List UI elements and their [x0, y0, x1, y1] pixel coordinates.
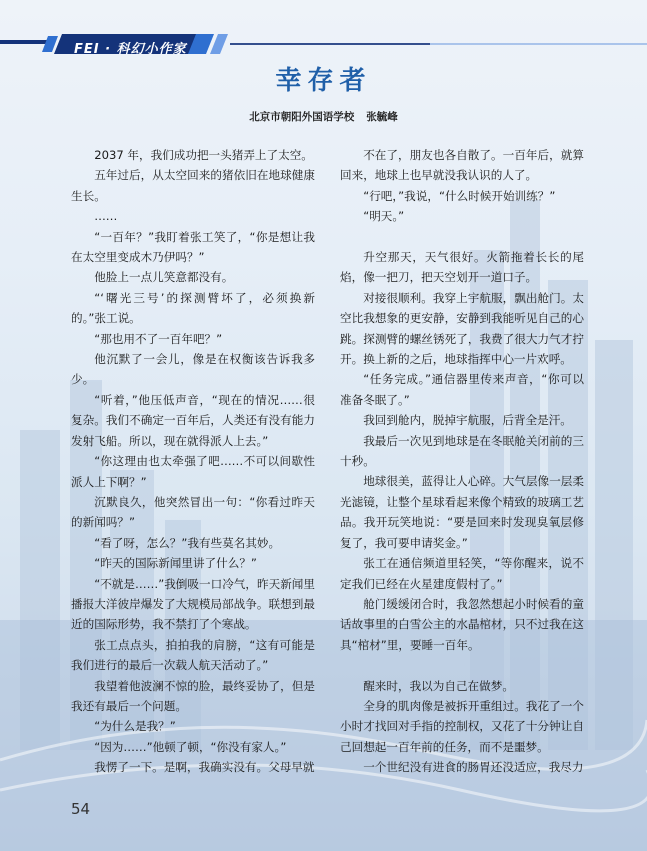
paragraph: “‘曙光三号’的探测臂坏了，必须换新的。”张工说。 [71, 290, 315, 326]
paragraph: 对接很顺利。我穿上宇航服，飘出舱门。太空比我想象的更安静，安静到我能听见自己的心跳。探测臂的螺丝锈死了，我费了很大力气才拧开。换上新的之后，地球指挥中心一片欢呼。 [340, 290, 584, 367]
section-break [340, 227, 584, 247]
paragraph: 我愣了一下。是啊，我确实没有。父母早就 [94, 760, 315, 775]
paragraph: 地球很美，蓝得让人心碎。大气层像一层柔光滤镜，让整个星球看起来像个精致的玻璃工艺品。我开玩笑地说：“要是回来时发现臭氧层修复了，我可要申请奖金。” [340, 474, 584, 550]
paragraph: “你这理由也太牵强了吧……不可以间歇性派人上下啊？” [71, 454, 315, 489]
paragraph: “明天。” [363, 209, 405, 224]
left-column [71, 145, 315, 778]
paragraph: 我望着他波澜不惊的脸，最终妥协了，但是我还有最后一个问题。 [71, 678, 315, 713]
paragraph: “听着，”他压低声音，“现在的情况……很复杂。我们不确定一百年后，人类还有没有能力发射飞船。所以，现在就得派人上去。” [71, 392, 315, 448]
paragraph: “因为……”他顿了顿，“你没有家人。” [94, 739, 287, 754]
section-break [340, 655, 584, 675]
paragraph: 全身的肌肉像是被拆开重组过。我花了一个小时才找回对手指的控制权，又花了十分钟让自己回想起一百年前的任务，而不是噩梦。 [340, 698, 584, 754]
paragraph: 2037 年，我们成功把一头猪弄上了太空。 [94, 148, 313, 162]
paragraph: 一个世纪没有进食的肠胃还没适应，我尽力 [363, 760, 584, 775]
paragraph: “为什么是我？” [94, 719, 176, 734]
paragraph: 舱门缓缓闭合时，我忽然想起小时候看的童话故事里的白雪公主的水晶棺材，只不过我在这具“棺材”里，要睡一百年。 [340, 596, 584, 652]
article-title: 幸存者 [275, 66, 372, 96]
paragraph: 沉默良久，他突然冒出一句：“你看过昨天的新闻吗？” [71, 494, 315, 530]
paragraph: 我最后一次见到地球是在冬眠舱关闭前的三十秒。 [340, 433, 584, 469]
right-column [340, 145, 584, 778]
byline [0, 109, 647, 124]
byline-author: 张毓峰 [366, 111, 398, 123]
paragraph: 不在了，朋友也各自散了。一百年后，就算回来，地球上也早就没我认识的人了。 [340, 148, 584, 183]
byline-school: 北京市朝阳外国语学校 [249, 111, 355, 123]
paragraph: “行吧，”我说，“什么时候开始训练？” [363, 188, 556, 203]
column-tag: FEI · 科幻小作家 [74, 42, 187, 57]
paragraph: 五年过后，从太空回来的猪依旧在地球健康生长。 [71, 168, 315, 203]
paragraph: “一百年？”我盯着张工笑了，“你是想让我在太空里变成木乃伊吗？” [71, 229, 315, 265]
page-number: 54 [71, 800, 91, 818]
paragraph: 张工在通信频道里轻笑，“等你醒来，说不定我们已经在火星建度假村了。” [340, 556, 584, 591]
paragraph: 升空那天，天气很好。火箭拖着长长的尾焰，像一把刀，把天空划开一道口子。 [340, 250, 584, 285]
paragraph: 张工点点头，拍拍我的肩膀，“这有可能是我们进行的最后一次载人航天活动了。” [71, 637, 315, 673]
paragraph: “任务完成。”通信器里传来声音，“你可以准备冬眠了。” [340, 372, 584, 407]
paragraph: 他脸上一点儿笑意都没有。 [94, 270, 234, 285]
paragraph: …… [94, 209, 118, 224]
paragraph: 他沉默了一会儿，像是在权衡该告诉我多少。 [71, 352, 315, 387]
paragraph: 醒来时，我以为自己在做梦。 [363, 678, 514, 693]
paragraph: “那也用不了一百年吧？” [94, 331, 223, 346]
paragraph: 我回到舱内，脱掉宇航服，后背全是汗。 [363, 413, 572, 428]
paragraph: “看了呀，怎么？”我有些莫名其妙。 [94, 535, 281, 550]
paragraph: “昨天的国际新闻里讲了什么？” [94, 556, 257, 571]
paragraph: “不就是……”我倒吸一口冷气，昨天新闻里播报大洋彼岸爆发了大规模局部战争。联想到最近的国际形势，我不禁打了个寒战。 [71, 576, 315, 632]
